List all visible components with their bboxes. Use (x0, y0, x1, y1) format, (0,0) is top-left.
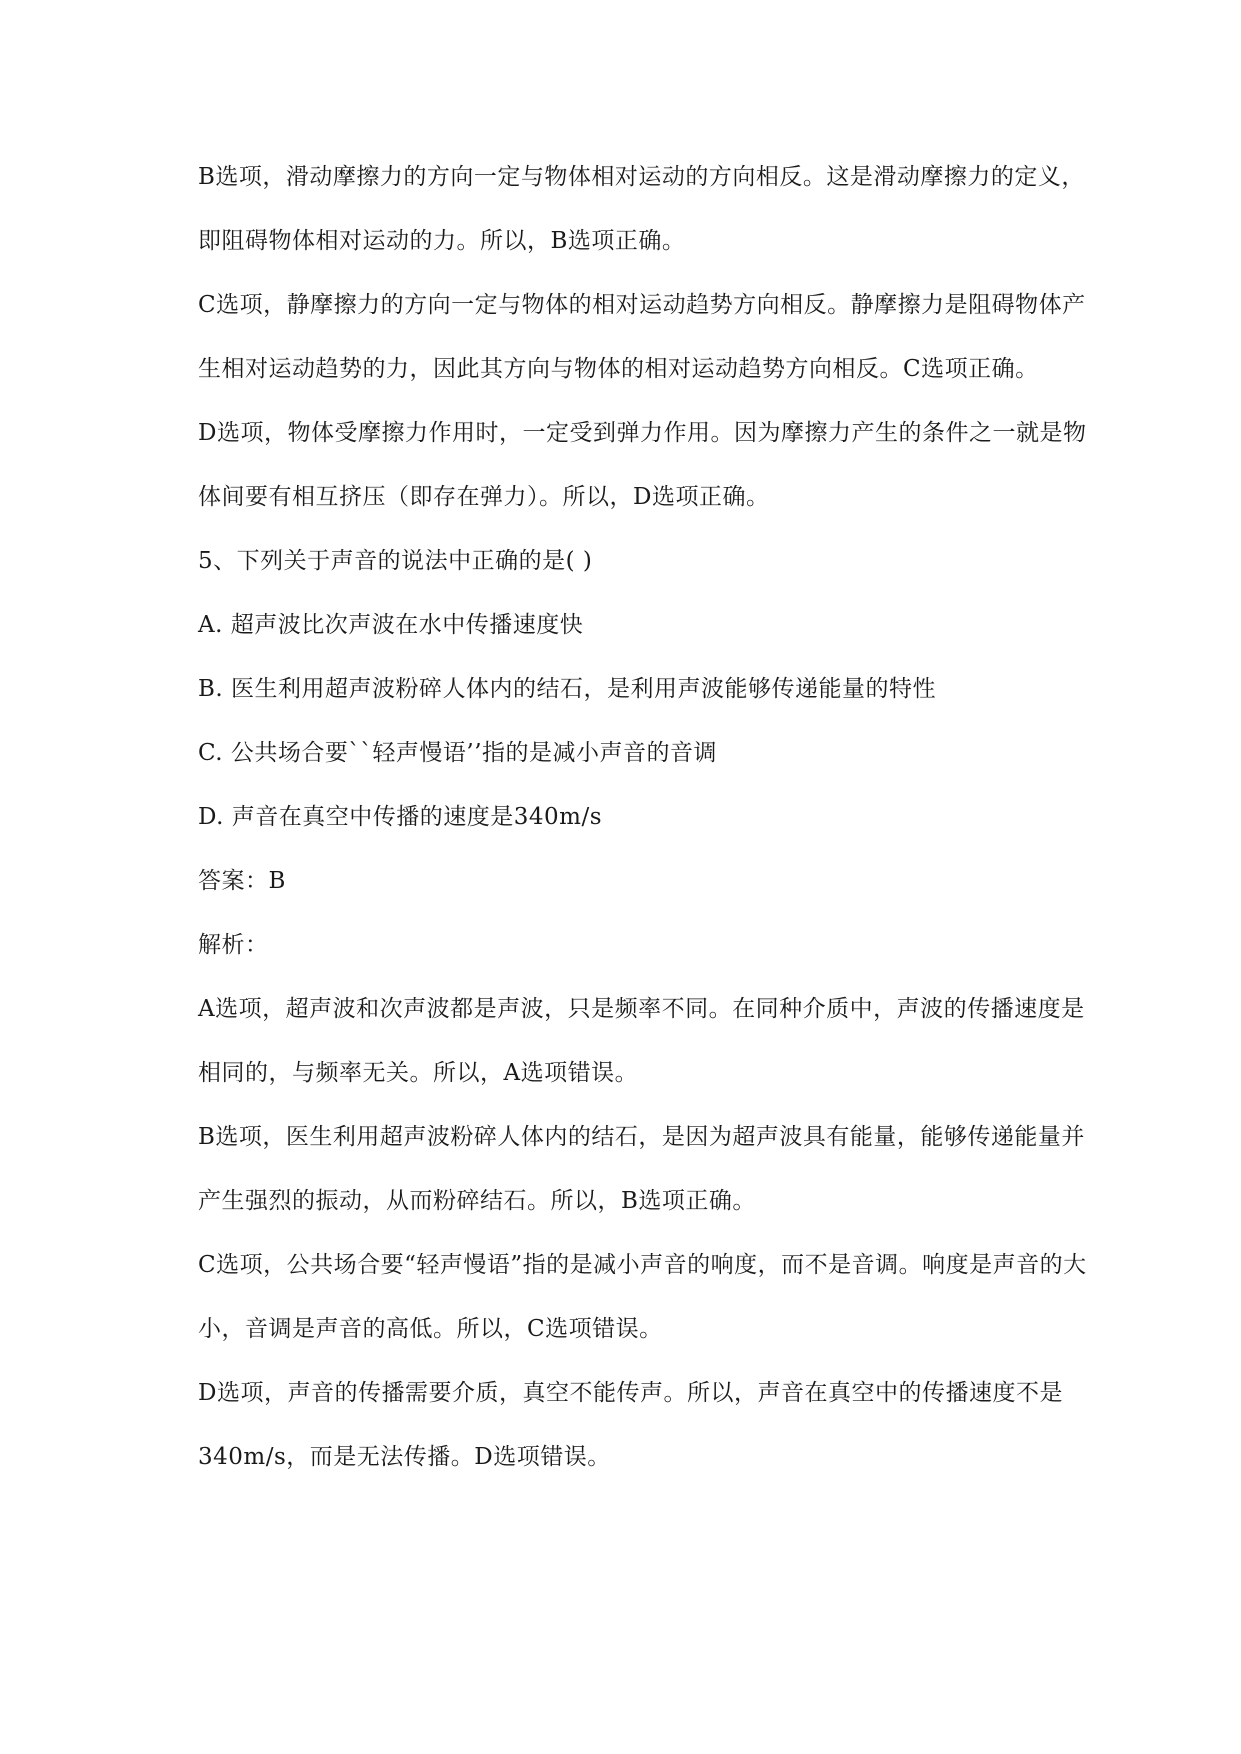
question-option-d: D. 声音在真空中传播的速度是340m/s (198, 804, 603, 830)
analysis-option-d: D选项，声音的传播需要介质，真空不能传声。所以，声音在真空中的传播速度不是340m/s，而是无法传播。D选项错误。 (198, 1380, 1063, 1470)
question-option-c: C. 公共场合要``轻声慢语’’指的是减小声音的音调 (198, 740, 718, 766)
prev-option-c-explanation: C选项，静摩擦力的方向一定与物体的相对运动趋势方向相反。静摩擦力是阻碍物体产生相对运动趋势的力，因此其方向与物体的相对运动趋势方向相反。C选项正确。 (198, 292, 1086, 382)
question-option-a: A. 超声波比次声波在水中传播速度快 (198, 612, 584, 638)
analysis-option-c: C选项，公共场合要“轻声慢语”指的是减小声音的响度，而不是音调。响度是声音的大小，音调是声音的高低。所以，C选项错误。 (198, 1252, 1087, 1342)
analysis-label: 解析： (198, 932, 269, 958)
question-stem: 5、下列关于声音的说法中正确的是( ) (198, 548, 593, 574)
prev-option-d-explanation: D选项，物体受摩擦力作用时，一定受到弹力作用。因为摩擦力产生的条件之一就是物体间要有相互挤压（即存在弹力）。所以，D选项正确。 (198, 420, 1087, 510)
question-option-b: B. 医生利用超声波粉碎人体内的结石，是利用声波能够传递能量的特性 (198, 676, 937, 702)
answer-line: 答案：B (198, 868, 286, 894)
prev-option-b-explanation: B选项，滑动摩擦力的方向一定与物体相对运动的方向相反。这是滑动摩擦力的定义，即阻碍物体相对运动的力。所以，B选项正确。 (198, 164, 1085, 254)
analysis-option-b: B选项，医生利用超声波粉碎人体内的结石，是因为超声波具有能量，能够传递能量并产生强烈的振动，从而粉碎结石。所以，B选项正确。 (198, 1124, 1085, 1214)
analysis-option-a: A选项，超声波和次声波都是声波，只是频率不同。在同种介质中，声波的传播速度是相同的，与频率无关。所以，A选项错误。 (198, 996, 1085, 1086)
document-content (198, 145, 1088, 1489)
